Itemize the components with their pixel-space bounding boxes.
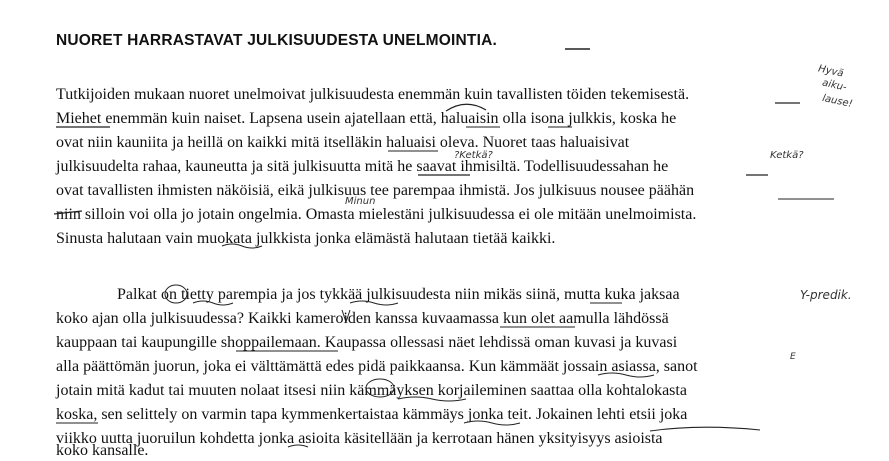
handwritten-note-e: E [790,352,796,362]
text-line-1: Tutkijoiden mukaan nuoret unelmoivat julkisuudesta enemmän kuin tavallisten töiden tekemisestä. [56,86,690,103]
text-line-7: Sinusta halutaan vain muokata julkkista jonka elämästä halutaan tietää kaikki. [56,230,556,247]
text-line-15: koko kansalle. [56,442,149,459]
text-line-11: alla päättömän juorun, joka ei välttämättä edes pidä paikkaansa. Kun kämmäät jossain asiassa, sanot [56,358,698,375]
text-line-6: niin silloin voi olla jo jotain ongelmia. Omasta mielestäni julkisuudessa ei ole mitään unelmoimista. [56,206,697,223]
handwritten-note-ketka-1: ?Ketkä? [454,150,493,161]
handwritten-note-lause: lause! [821,92,854,111]
handwritten-note-predik: Y-predik. [800,288,852,302]
text-line-3: ovat niin kauniita ja heillä on kaikki mitä itselläkin haluaisi oleva. Nuoret taas haluaisivat [56,134,630,151]
handwritten-note-ketka-2: Ketkä? [770,150,804,161]
text-line-8: Palkat on tietty parempia ja jos tykkää julkisuudesta niin mikäs siinä, mutta kuka jaksaa [117,286,680,303]
text-line-12: jotain mitä kadut tai muuten nolaat itsesi niin kämmäyksen korjaileminen saattaa olla kohtalokasta [56,382,687,399]
text-line-13: koska, sen selittely on varmin tapa kymmenkertaistaa kämmäys jonka teit. Jokainen lehti etsii joka [56,406,688,423]
handwritten-note-hyva: Hyvä [817,63,845,80]
text-line-5: ovat tavallisten ihmisten näköisiä, eikä julkisuus tee parempaa ihmistä. Jos julkisuus nousee päähän [56,182,695,199]
handwritten-note-minun: Minun [345,196,376,207]
text-line-14: viikko uutta juoruilun kohdetta jonka asioita käsitellään ja kerrotaan hänen yksityisyys asioista [56,430,663,447]
text-line-10: kauppaan tai kaupungille shoppailemaan. Kaupassa ollessasi näet lehdissä oman kuvasi ja kuvasi [56,334,678,351]
text-line-9: koko ajan olla julkisuudessa? Kaikki kameroiden kanssa kuvaamassa kun olet aamulla lähdössä [56,310,669,327]
text-line-4: julkisuudelta rahaa, kauneutta ja sitä julkisuutta mitä he saavat ihmisiltä. Todellisuudessahan he [56,158,669,175]
handwritten-note-aiku: aiku- [821,77,848,94]
text-line-2: Miehet enemmän kuin naiset. Lapsena usein ajatellaan että, haluaisin olla isona julkkis, koska he [56,110,677,127]
document-title: NUORET HARRASTAVAT JULKISUUDESTA UNELMOINTIA. [56,32,497,49]
